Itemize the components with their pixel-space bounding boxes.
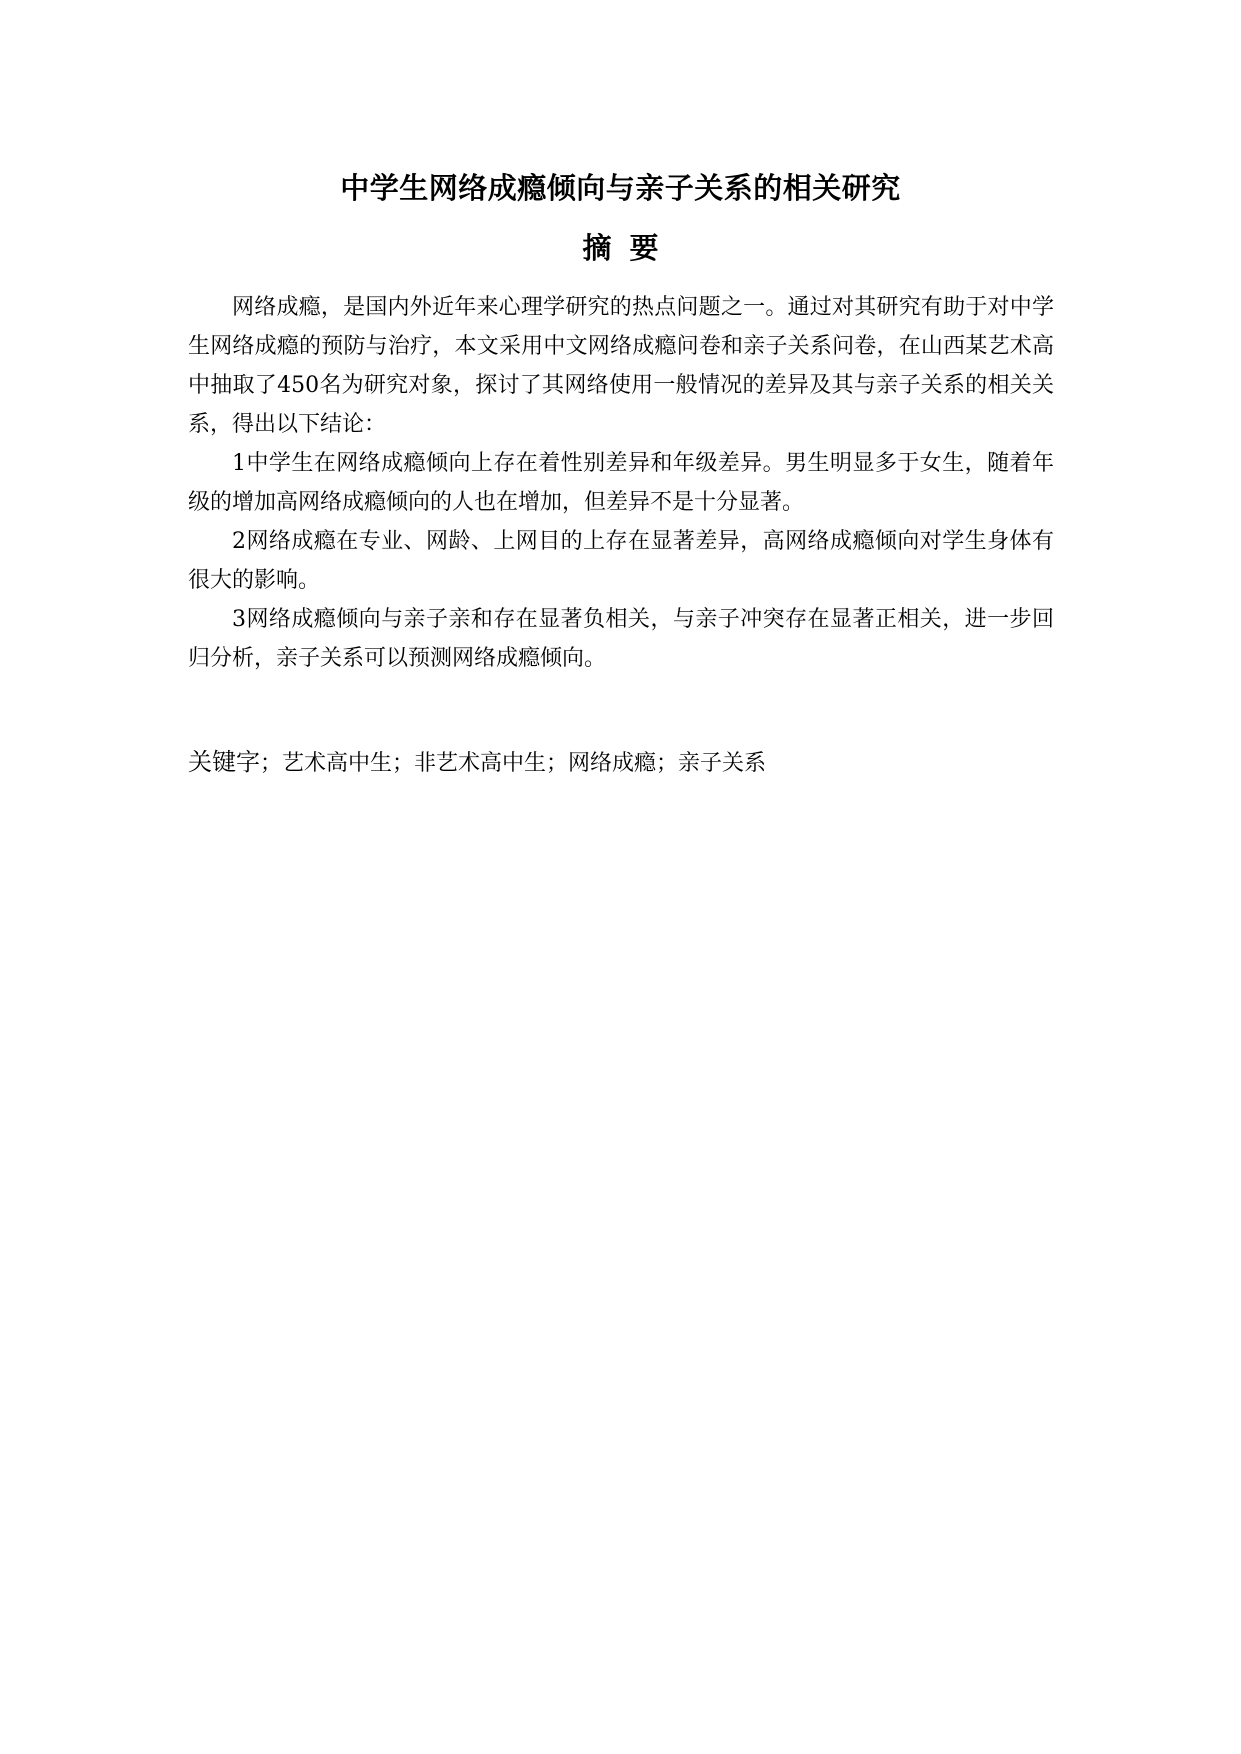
keywords-list: ；艺术高中生；非艺术高中生；网络成瘾；亲子关系 <box>260 751 767 776</box>
abstract-paragraph: 网络成瘾，是国内外近年来心理学研究的热点问题之一。通过对其研究有助于对中学生网络成瘾的预防与治疗，本文采用中文网络成瘾问卷和亲子关系问卷，在山西某艺术高中抽取了450名为研究对象，探讨了其网络使用一般情况的差异及其与亲子关系的相关关系，得出以下结论： <box>188 295 1054 437</box>
conclusion-1: 1中学生在网络成瘾倾向上存在着性别差异和年级差异。男生明显多于女生，随着年级的增加高网络成瘾倾向的人也在增加，但差异不是十分显著。 <box>188 451 1054 515</box>
conclusion-2: 2网络成瘾在专业、网龄、上网目的上存在显著差异，高网络成瘾倾向对学生身体有很大的影响。 <box>188 529 1054 593</box>
abstract-body <box>188 288 1054 678</box>
keywords-label: 关键字 <box>188 748 260 776</box>
paper-title: 中学生网络成瘾倾向与亲子关系的相关研究 <box>340 171 901 205</box>
abstract-heading: 摘要 <box>582 231 677 265</box>
keywords-line <box>188 742 1054 784</box>
conclusion-3: 3网络成瘾倾向与亲子亲和存在显著负相关，与亲子冲突存在显著正相关，进一步回归分析，亲子关系可以预测网络成瘾倾向。 <box>188 607 1054 671</box>
